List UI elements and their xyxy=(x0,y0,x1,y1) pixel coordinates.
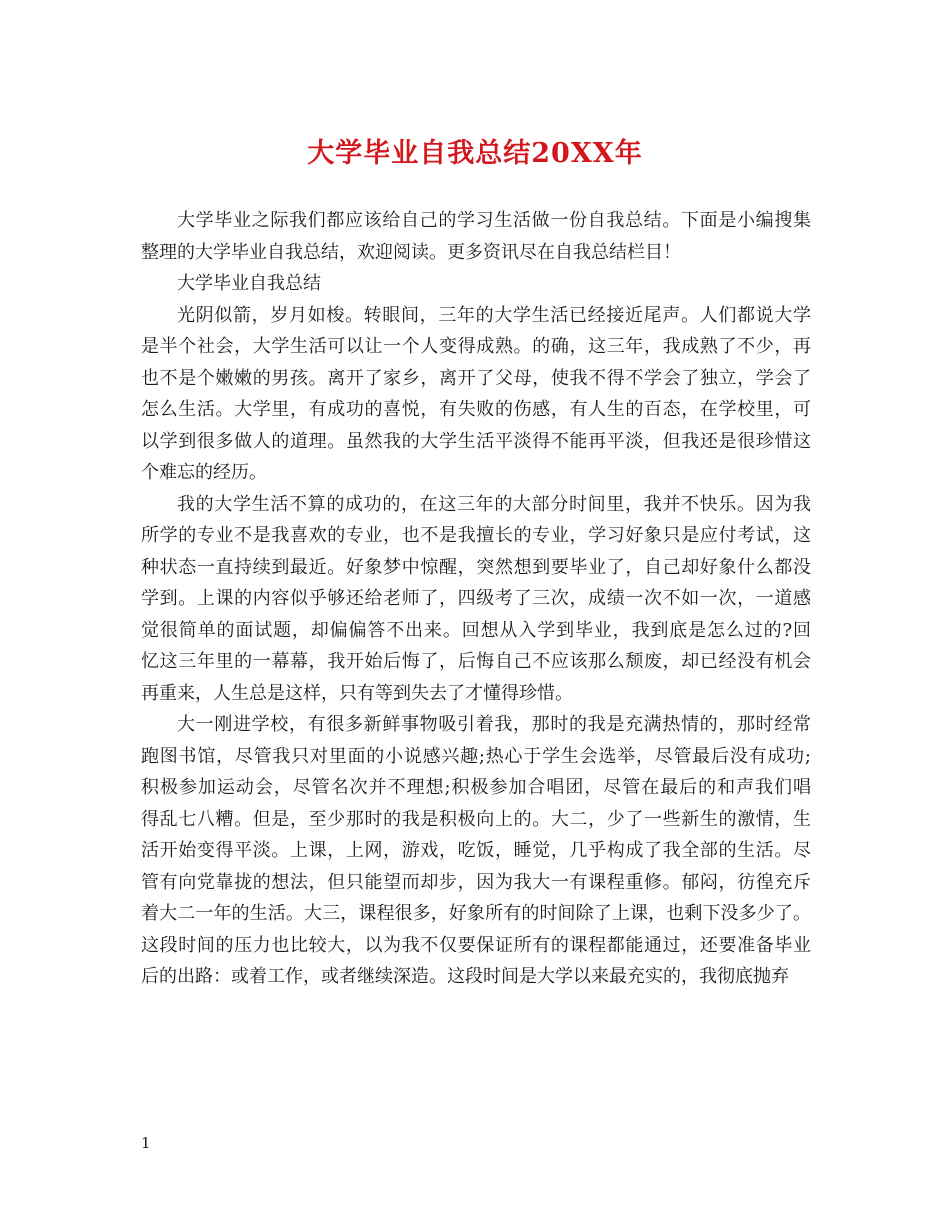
text-line: 是半个社会，大学生活可以让一个人变得成熟。的确，这三年，我成熟了不少，再 xyxy=(141,336,812,357)
text-line: 以学到很多做人的道理。虽然我的大学生活平淡得不能再平淡，但我还是很珍惜这 xyxy=(141,430,812,452)
paragraph xyxy=(141,709,811,993)
text-line: 光阴似箭，岁月如梭。转眼间，三年的大学生活已经接近尾声。人们都说大学 xyxy=(177,304,812,326)
text-line: 学到。上课的内容似乎够还给老师了，四级考了三次，成绩一次不如一次，一道感 xyxy=(141,588,812,609)
document-body xyxy=(141,205,811,993)
text-line: 后的出路：或着工作，或者继续深造。这段时间是大学以来最充实的，我彻底抛弃 xyxy=(141,966,789,987)
paragraph xyxy=(141,268,811,300)
text-line: 得乱七八糟。但是，至少那时的我是积极向上的。大二，少了一些新生的激情，生 xyxy=(141,808,812,830)
text-line: 觉很简单的面试题，却偏偏答不出来。回想从入学到毕业，我到底是怎么过的?回 xyxy=(141,619,812,641)
text-line: 大一刚进学校，有很多新鲜事物吸引着我，那时的我是充满热情的，那时经常 xyxy=(177,714,812,735)
page-number: 1 xyxy=(141,1134,151,1152)
text-line: 管有向党靠拢的想法，但只能望而却步，因为我大一有课程重修。郁闷，彷徨充斥 xyxy=(141,871,812,893)
text-line: 积极参加运动会，尽管名次并不理想;积极参加合唱团，尽管在最后的和声我们唱 xyxy=(141,777,812,798)
text-line: 活开始变得平淡。上课，上网，游戏，吃饭，睡觉，几乎构成了我全部的生活。尽 xyxy=(141,840,812,861)
text-line: 怎么生活。大学里，有成功的喜悦，有失败的伤感，有人生的百态，在学校里，可 xyxy=(141,399,812,420)
paragraph xyxy=(141,489,811,710)
text-line: 再重来，人生总是这样，只有等到失去了才懂得珍惜。 xyxy=(141,682,573,704)
text-line: 大学毕业自我总结 xyxy=(177,273,321,294)
text-line: 我的大学生活不算的成功的，在这三年的大部分时间里，我并不快乐。因为我 xyxy=(177,493,812,515)
text-line: 跑图书馆，尽管我只对里面的小说感兴趣;热心于学生会选举，尽管最后没有成功; xyxy=(141,745,812,767)
text-line: 忆这三年里的一幕幕，我开始后悔了，后悔自己不应该那么颓废，却已经没有机会 xyxy=(141,651,812,672)
text-line: 也不是个嫩嫩的男孩。离开了家乡，离开了父母，使我不得不学会了独立，学会了 xyxy=(141,367,812,389)
text-line: 大学毕业之际我们都应该给自己的学习生活做一份自我总结。下面是小编搜集 xyxy=(177,210,812,231)
text-line: 这段时间的压力也比较大，以为我不仅要保证所有的课程都能通过，还要准备毕业 xyxy=(141,934,812,956)
paragraph xyxy=(141,300,811,489)
text-line: 种状态一直持续到最近。好象梦中惊醒，突然想到要毕业了，自己却好象什么都没 xyxy=(141,556,812,578)
text-line: 整理的大学毕业自我总结，欢迎阅读。更多资讯尽在自我总结栏目！ xyxy=(141,241,681,263)
text-line: 着大二一年的生活。大三，课程很多，好象所有的时间除了上课，也剩下没多少了。 xyxy=(141,903,812,924)
page-title: 大学毕业自我总结20XX年 xyxy=(307,138,643,169)
text-line: 所学的专业不是我喜欢的专业，也不是我擅长的专业，学习好象只是应付考试，这 xyxy=(141,525,812,546)
paragraph xyxy=(141,205,811,268)
text-line: 个难忘的经历。 xyxy=(141,462,267,483)
